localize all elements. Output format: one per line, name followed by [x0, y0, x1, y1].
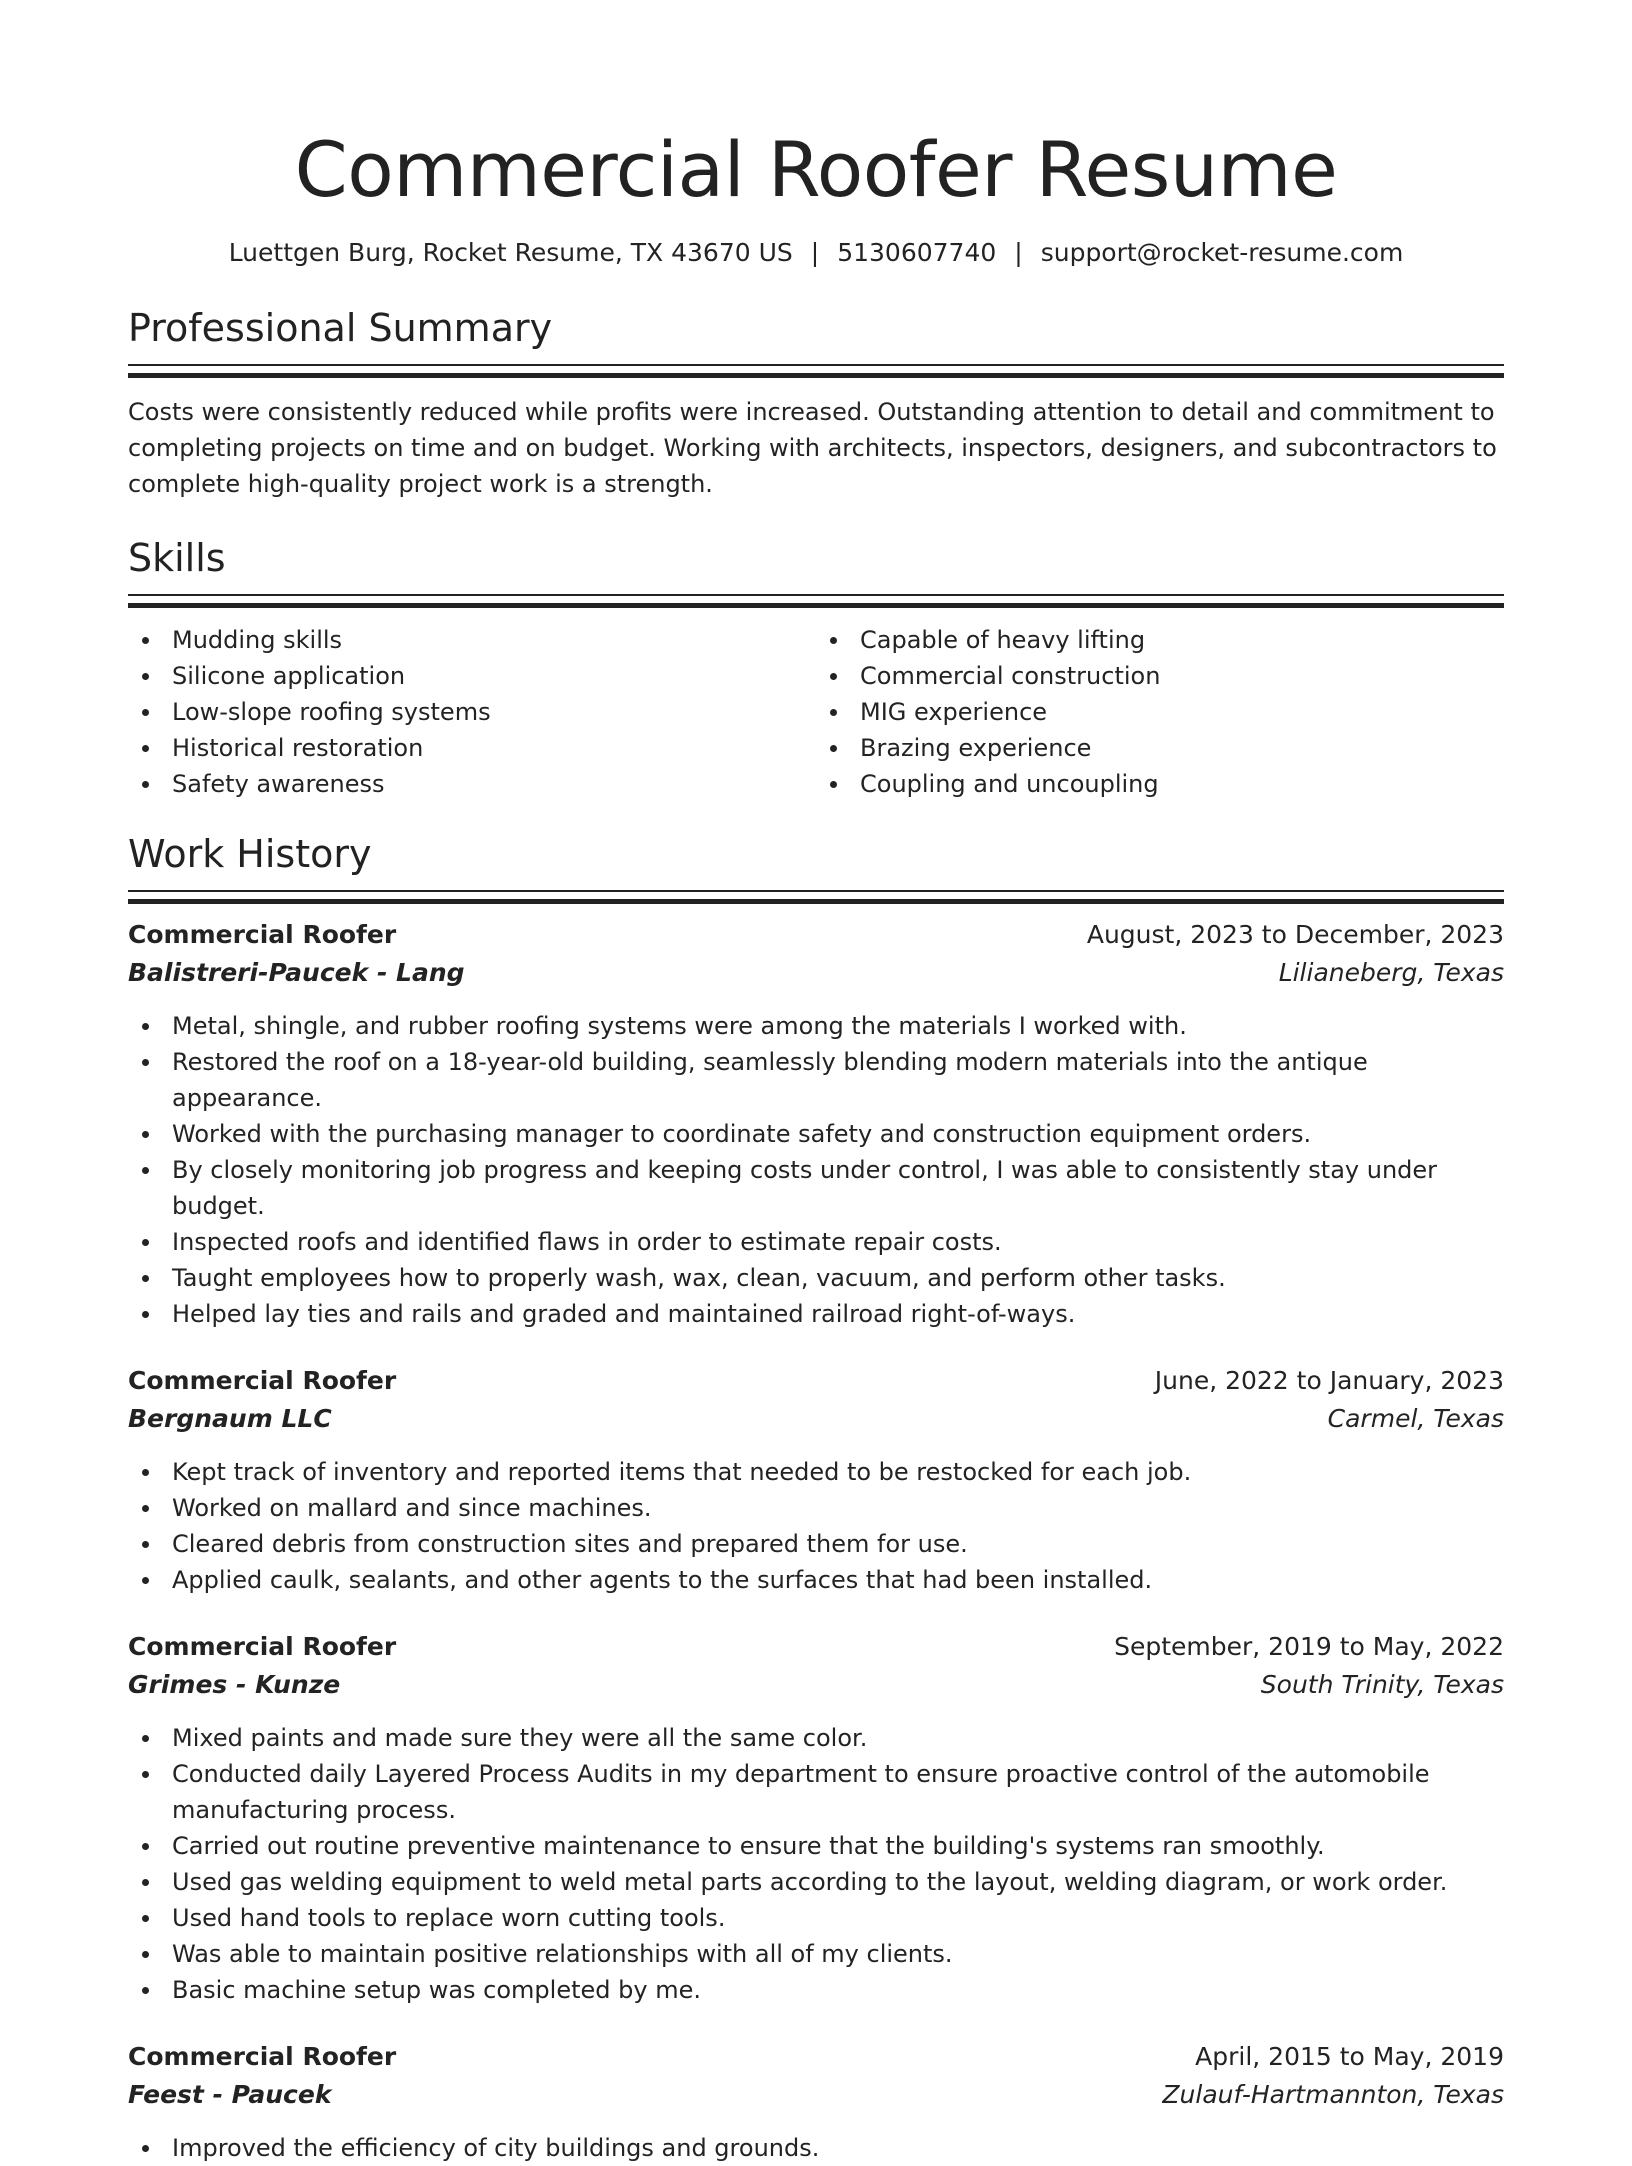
- job-bullet: Taught employees how to properly wash, wax, clean, vacuum, and perform other tasks.: [128, 1260, 1504, 1296]
- job-bullet: Helped lay ties and rails and graded and maintained railroad right-of-ways.: [128, 1296, 1504, 1332]
- job-bullets: [128, 2130, 1504, 2166]
- job-entry: [128, 1628, 1504, 2008]
- contact-address: Luettgen Burg, Rocket Resume, TX 43670 US: [228, 238, 793, 267]
- job-dates: August, 2023 to December, 2023: [1086, 920, 1504, 949]
- job-entry: [128, 2038, 1504, 2166]
- job-company: Feest - Paucek: [128, 2080, 332, 2109]
- skill-item: Low-slope roofing systems: [128, 694, 816, 730]
- job-bullet: Conducted daily Layered Process Audits in my department to ensure proactive control of the automobile manufacturing process.: [128, 1756, 1504, 1828]
- job-company: Bergnaum LLC: [128, 1404, 332, 1433]
- job-title: Commercial Roofer: [128, 920, 397, 949]
- job-bullet: Was able to maintain positive relationships with all of my clients.: [128, 1936, 1504, 1972]
- skill-item: Historical restoration: [128, 730, 816, 766]
- section-divider: [128, 594, 1504, 608]
- section-heading-work-history: Work History: [128, 832, 372, 876]
- work-history-section: [128, 830, 1504, 2166]
- job-entry: [128, 1362, 1504, 1598]
- contact-line: [128, 236, 1504, 270]
- job-bullet: Applied caulk, sealants, and other agents to the surfaces that had been installed.: [128, 1562, 1504, 1598]
- skill-item: Brazing experience: [816, 730, 1504, 766]
- job-title: Commercial Roofer: [128, 1632, 397, 1661]
- job-company: Balistreri-Paucek - Lang: [128, 958, 465, 987]
- job-header-row: [128, 916, 1504, 954]
- job-bullets: [128, 1454, 1504, 1598]
- skills-list: [128, 622, 1504, 802]
- contact-separator: |: [1014, 238, 1023, 267]
- job-company-row: [128, 2076, 1504, 2114]
- section-divider: [128, 890, 1504, 904]
- job-location: Carmel, Texas: [1327, 1404, 1504, 1433]
- section-divider: [128, 364, 1504, 378]
- contact-separator: |: [810, 238, 820, 267]
- job-bullets: [128, 1720, 1504, 2008]
- job-dates: September, 2019 to May, 2022: [1114, 1632, 1504, 1661]
- skill-item: Coupling and uncoupling: [816, 766, 1504, 802]
- skills-section: [128, 534, 1504, 802]
- job-bullet: Kept track of inventory and reported items that needed to be restocked for each job.: [128, 1454, 1504, 1490]
- job-bullet: Worked on mallard and since machines.: [128, 1490, 1504, 1526]
- job-bullet: Used hand tools to replace worn cutting tools.: [128, 1900, 1504, 1936]
- job-header-row: [128, 1362, 1504, 1400]
- professional-summary-section: [128, 304, 1504, 502]
- job-bullet: Mixed paints and made sure they were all the same color.: [128, 1720, 1504, 1756]
- job-company-row: [128, 1400, 1504, 1438]
- skill-item: MIG experience: [816, 694, 1504, 730]
- job-bullet: Worked with the purchasing manager to coordinate safety and construction equipment orders.: [128, 1116, 1504, 1152]
- section-heading-skills: Skills: [128, 536, 226, 580]
- skill-item: Safety awareness: [128, 766, 816, 802]
- summary-text: Costs were consistently reduced while profits were increased. Outstanding attention to detail and commitment to completing projects on time and on budget. Working with architects, inspectors, designers, and subcontractors to complete high-quality project work is a strength.: [128, 398, 1497, 498]
- job-bullet: Cleared debris from construction sites and prepared them for use.: [128, 1526, 1504, 1562]
- contact-email: support@rocket-resume.com: [1040, 238, 1404, 267]
- job-entry: [128, 916, 1504, 1332]
- skills-column-right: [816, 622, 1504, 802]
- job-bullet: Improved the efficiency of city buildings and grounds.: [128, 2130, 1504, 2166]
- job-bullet: Carried out routine preventive maintenance to ensure that the building's systems ran smoothly.: [128, 1828, 1504, 1864]
- section-heading-summary: Professional Summary: [128, 306, 553, 350]
- job-title: Commercial Roofer: [128, 2042, 397, 2071]
- job-title: Commercial Roofer: [128, 1366, 397, 1395]
- job-company: Grimes - Kunze: [128, 1670, 341, 1699]
- job-bullet: By closely monitoring job progress and keeping costs under control, I was able to consistently stay under budget.: [128, 1152, 1504, 1224]
- job-location: Lilianeberg, Texas: [1278, 958, 1504, 987]
- skill-item: Commercial construction: [816, 658, 1504, 694]
- job-bullet: Used gas welding equipment to weld metal parts according to the layout, welding diagram, or work order.: [128, 1864, 1504, 1900]
- job-bullet: Metal, shingle, and rubber roofing systems were among the materials I worked with.: [128, 1008, 1504, 1044]
- job-header-row: [128, 2038, 1504, 2076]
- job-company-row: [128, 1666, 1504, 1704]
- contact-phone: 5130607740: [837, 238, 997, 267]
- job-location: Zulauf-Hartmannton, Texas: [1162, 2080, 1504, 2109]
- skills-column-left: [128, 622, 816, 802]
- job-dates: April, 2015 to May, 2019: [1195, 2042, 1504, 2071]
- skill-item: Mudding skills: [128, 622, 816, 658]
- skill-item: Silicone application: [128, 658, 816, 694]
- job-bullet: Restored the roof on a 18-year-old building, seamlessly blending modern materials into the antique appearance.: [128, 1044, 1504, 1116]
- job-company-row: [128, 954, 1504, 992]
- job-bullet: Basic machine setup was completed by me.: [128, 1972, 1504, 2008]
- job-location: South Trinity, Texas: [1260, 1670, 1504, 1699]
- job-header-row: [128, 1628, 1504, 1666]
- job-bullets: [128, 1008, 1504, 1332]
- skill-item: Capable of heavy lifting: [816, 622, 1504, 658]
- job-bullet: Inspected roofs and identified flaws in order to estimate repair costs.: [128, 1224, 1504, 1260]
- job-dates: June, 2022 to January, 2023: [1154, 1366, 1504, 1395]
- resume-title: Commercial Roofer Resume: [294, 125, 1338, 214]
- resume-page: [128, 0, 1504, 2166]
